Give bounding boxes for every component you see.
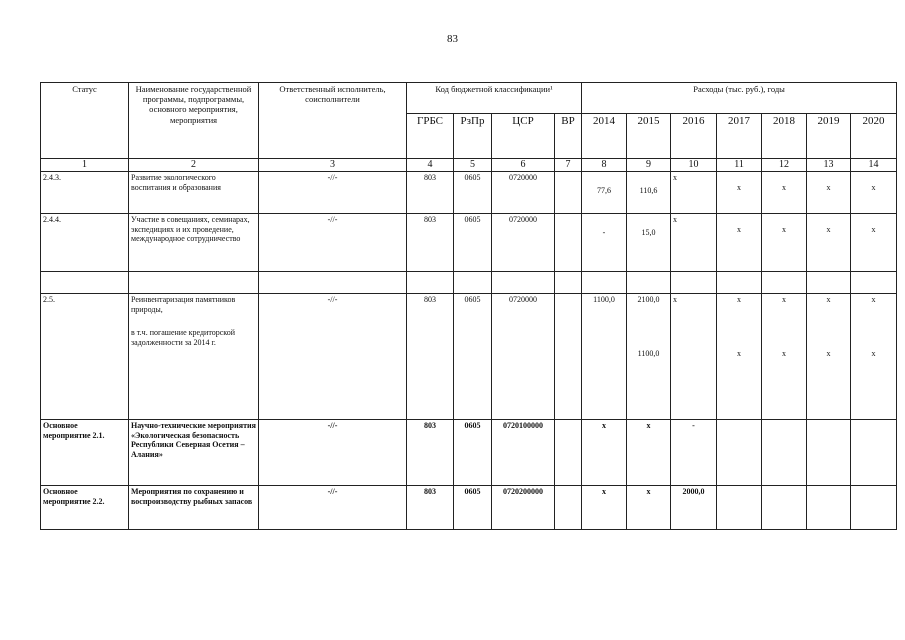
column-number-row xyxy=(41,159,897,172)
row-executor: -//- xyxy=(259,172,407,214)
row-value-2015-sub: 1100,0 xyxy=(637,348,660,358)
row-value-2017: х xyxy=(737,225,742,234)
column-number: 6 xyxy=(492,159,555,172)
column-number: 12 xyxy=(762,159,807,172)
row-value-2015: 110,6 xyxy=(639,186,658,195)
row-name: Реинвентаризация памятников природы, xyxy=(131,295,236,314)
row-value-2018: х xyxy=(782,183,787,192)
header-rzpr: РзПр xyxy=(454,114,492,159)
row-value-2020-sub: х xyxy=(871,348,876,358)
row-grbs: 803 xyxy=(407,294,454,420)
row-rzpr: 0605 xyxy=(454,294,492,420)
column-number: 5 xyxy=(454,159,492,172)
row-value-2016: х xyxy=(671,214,717,272)
row-value-2014: - xyxy=(602,228,606,237)
row-value-2019: х xyxy=(826,183,831,192)
header-year-2019: 2019 xyxy=(807,114,851,159)
column-number: 2 xyxy=(129,159,259,172)
row-value-2015: х xyxy=(627,420,671,486)
row-value-2020: х xyxy=(871,183,876,192)
table-row xyxy=(41,172,897,214)
row-vr xyxy=(555,214,582,272)
row-grbs: 803 xyxy=(407,486,454,530)
table-row xyxy=(41,294,897,420)
row-value-2019 xyxy=(807,486,851,530)
row-value-2015: 2100,0 xyxy=(637,295,660,304)
row-value-2019-sub: х xyxy=(826,348,831,358)
row-name-sub: в т.ч. погашение кредиторской задолженности за 2014 г. xyxy=(131,328,236,347)
row-status: Основное мероприятие 2.1. xyxy=(41,420,129,486)
row-value-2019 xyxy=(807,420,851,486)
row-csr: 0720100000 xyxy=(492,420,555,486)
header-year-2014: 2014 xyxy=(582,114,627,159)
column-number: 4 xyxy=(407,159,454,172)
row-value-2017 xyxy=(717,420,762,486)
row-grbs: 803 xyxy=(407,420,454,486)
row-csr: 0720000 xyxy=(492,172,555,214)
column-number: 3 xyxy=(259,159,407,172)
row-value-2020 xyxy=(851,486,897,530)
header-grbs: ГРБС xyxy=(407,114,454,159)
row-value-2017 xyxy=(717,486,762,530)
header-vr: ВР xyxy=(555,114,582,159)
row-status: 2.4.4. xyxy=(41,214,129,272)
row-value-2020 xyxy=(851,420,897,486)
row-rzpr: 0605 xyxy=(454,420,492,486)
column-number: 10 xyxy=(671,159,717,172)
row-vr xyxy=(555,420,582,486)
column-number: 7 xyxy=(555,159,582,172)
row-name: Научно-технические мероприятия «Экологическая безопасность Республики Северная Осетия – Алания» xyxy=(129,420,259,486)
column-number: 1 xyxy=(41,159,129,172)
row-status: Основное мероприятие 2.2. xyxy=(41,486,129,530)
row-value-2019: х xyxy=(826,295,831,304)
row-name: Мероприятия по сохранению и воспроизводству рыбных запасов xyxy=(129,486,259,530)
header-year-2016: 2016 xyxy=(671,114,717,159)
row-executor: -//- xyxy=(259,420,407,486)
row-value-2014: х xyxy=(582,486,627,530)
header-year-2018: 2018 xyxy=(762,114,807,159)
header-year-2020: 2020 xyxy=(851,114,897,159)
row-status: 2.4.3. xyxy=(41,172,129,214)
column-number: 11 xyxy=(717,159,762,172)
header-year-2015: 2015 xyxy=(627,114,671,159)
empty-row xyxy=(41,272,897,294)
row-executor: -//- xyxy=(259,214,407,272)
row-value-2016: х xyxy=(671,172,717,214)
header-year-2017: 2017 xyxy=(717,114,762,159)
row-value-2017: х xyxy=(737,295,742,304)
budget-table xyxy=(40,82,897,530)
row-grbs: 803 xyxy=(407,172,454,214)
row-value-2016: 2000,0 xyxy=(671,486,717,530)
row-name: Участие в совещаниях, семинарах, экспедициях и их проведение, международное сотрудничество xyxy=(129,214,259,272)
row-value-2016: - xyxy=(671,420,717,486)
row-value-2018: х xyxy=(782,295,787,304)
row-value-2017: х xyxy=(737,183,742,192)
page-number: 83 xyxy=(447,33,458,45)
row-value-2018 xyxy=(762,486,807,530)
row-csr: 0720000 xyxy=(492,214,555,272)
row-value-2016: х xyxy=(671,294,717,420)
header-name: Наименование государственной программы, подпрограммы, основного мероприятия, мероприятия xyxy=(129,83,259,159)
row-csr: 0720200000 xyxy=(492,486,555,530)
header-budget-code: Код бюджетной классификации¹ xyxy=(407,83,582,114)
column-number: 8 xyxy=(582,159,627,172)
row-value-2018-sub: х xyxy=(782,348,787,358)
table-row xyxy=(41,420,897,486)
row-value-2015: 15,0 xyxy=(641,228,656,237)
header-status: Статус xyxy=(41,83,129,159)
row-executor: -//- xyxy=(259,486,407,530)
row-value-2020: х xyxy=(871,225,876,234)
header-csr: ЦСР xyxy=(492,114,555,159)
column-number: 9 xyxy=(627,159,671,172)
row-executor: -//- xyxy=(259,294,407,420)
row-value-2014: 1100,0 xyxy=(582,294,627,420)
table-row xyxy=(41,486,897,530)
row-rzpr: 0605 xyxy=(454,214,492,272)
row-vr xyxy=(555,294,582,420)
row-vr xyxy=(555,172,582,214)
row-value-2019: х xyxy=(826,225,831,234)
row-value-2018: х xyxy=(782,225,787,234)
row-value-2014: 77,6 xyxy=(597,186,612,195)
row-status: 2.5. xyxy=(41,294,129,420)
row-csr: 0720000 xyxy=(492,294,555,420)
row-value-2017-sub: х xyxy=(737,348,742,358)
table-row xyxy=(41,214,897,272)
row-rzpr: 0605 xyxy=(454,172,492,214)
row-value-2018 xyxy=(762,420,807,486)
row-value-2015: х xyxy=(627,486,671,530)
row-vr xyxy=(555,486,582,530)
column-number: 13 xyxy=(807,159,851,172)
column-number: 14 xyxy=(851,159,897,172)
header-executor: Ответственный исполнитель, соисполнители xyxy=(259,83,407,159)
header-expenses: Расходы (тыс. руб.), годы xyxy=(582,83,897,114)
row-grbs: 803 xyxy=(407,214,454,272)
row-value-2014: х xyxy=(582,420,627,486)
row-name: Развитие экологического воспитания и образования xyxy=(129,172,259,214)
row-value-2020: х xyxy=(871,295,876,304)
row-rzpr: 0605 xyxy=(454,486,492,530)
